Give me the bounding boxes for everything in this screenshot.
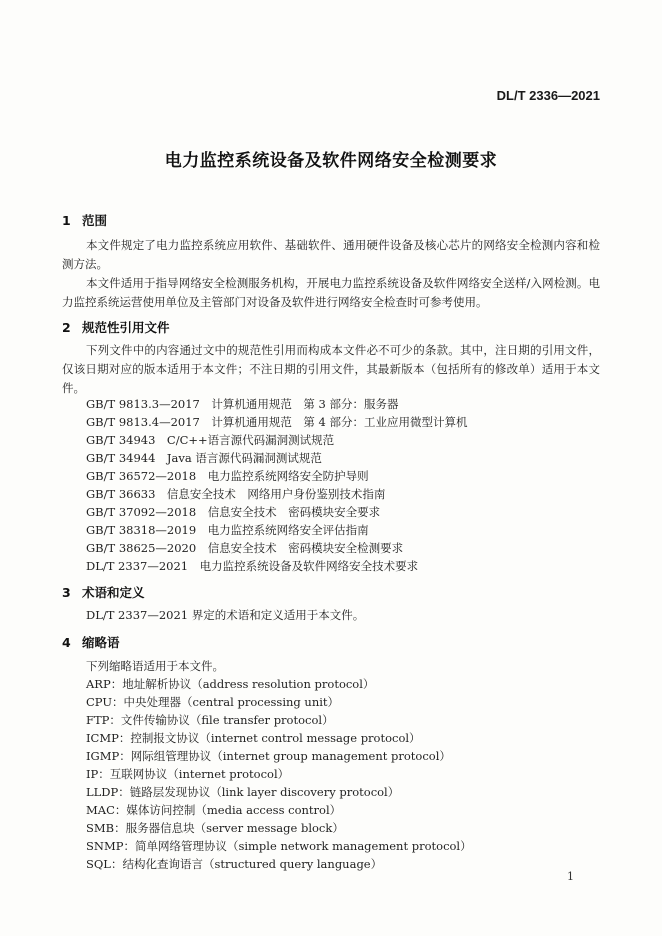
section-3-heading <box>62 583 145 601</box>
abbreviation-item: IP：互联网协议（internet protocol） <box>86 767 290 781</box>
section-title: 术语和定义 <box>82 585 145 600</box>
abbreviation-item: CPU：中央处理器（central processing unit） <box>86 695 340 709</box>
section-title: 缩略语 <box>82 635 120 650</box>
abbreviation-item: SQL：结构化查询语言（structured query language） <box>86 857 383 871</box>
section-title: 范围 <box>82 213 108 228</box>
section-1-heading <box>62 211 107 229</box>
reference-item: DL/T 2337—2021 电力监控系统设备及软件网络安全技术要求 <box>86 559 419 573</box>
abbreviation-item: SMB：服务器信息块（server message block） <box>86 821 344 835</box>
page-number: 1 <box>567 870 574 883</box>
section-2-intro: 下列文件中的内容通过文中的规范性引用而构成本文件必不可少的条款。其中，注日期的引用文件，仅该日期对应的版本适用于本文件；不注日期的引用文件，其最新版本（包括所有的修改单）适用于本文件。 <box>62 343 600 395</box>
document-title: 电力监控系统设备及软件网络安全检测要求 <box>164 151 498 171</box>
reference-item: GB/T 34944 Java 语言源代码漏洞测试规范 <box>86 451 322 465</box>
section-4-intro: 下列缩略语适用于本文件。 <box>86 659 224 673</box>
abbreviation-item: LLDP：链路层发现协议（link layer discovery protocol） <box>86 785 400 799</box>
abbreviation-item: MAC：媒体访问控制（media access control） <box>86 803 342 817</box>
section-1-paragraph-2: 本文件适用于指导网络安全检测服务机构，开展电力监控系统设备及软件网络安全送样/入网检测。电力监控系统运营使用单位及主管部门对设备及软件进行网络安全检查时可参考使用。 <box>62 276 600 309</box>
abbreviation-item: FTP：文件传输协议（file transfer protocol） <box>86 713 334 727</box>
section-2-heading <box>62 318 170 336</box>
standard-code: DL/T 2336—2021 <box>496 88 600 103</box>
abbreviation-item: SNMP：简单网络管理协议（simple network management protocol） <box>86 839 472 853</box>
reference-item: GB/T 9813.4—2017 计算机通用规范 第 4 部分：工业应用微型计算机 <box>86 415 468 429</box>
section-3-text: DL/T 2337—2021 界定的术语和定义适用于本文件。 <box>86 608 365 622</box>
section-number: 4 <box>62 635 71 650</box>
section-number: 1 <box>62 213 71 228</box>
abbreviation-item: ARP：地址解析协议（address resolution protocol） <box>86 677 375 691</box>
reference-item: GB/T 36633 信息安全技术 网络用户身份鉴别技术指南 <box>86 487 386 501</box>
reference-item: GB/T 9813.3—2017 计算机通用规范 第 3 部分：服务器 <box>86 397 399 411</box>
reference-item: GB/T 37092—2018 信息安全技术 密码模块安全要求 <box>86 505 381 519</box>
abbreviation-item: ICMP：控制报文协议（internet control message protocol） <box>86 731 421 745</box>
section-1-paragraph-1: 本文件规定了电力监控系统应用软件、基础软件、通用硬件设备及核心芯片的网络安全检测内容和检测方法。 <box>62 238 600 271</box>
reference-item: GB/T 38318—2019 电力监控系统网络安全评估指南 <box>86 523 369 537</box>
abbreviation-item: IGMP：网际组管理协议（internet group management protocol） <box>86 749 451 763</box>
reference-item: GB/T 36572—2018 电力监控系统网络安全防护导则 <box>86 469 369 483</box>
reference-item: GB/T 34943 C/C++语言源代码漏洞测试规范 <box>86 433 335 447</box>
section-title: 规范性引用文件 <box>82 320 170 335</box>
section-number: 3 <box>62 585 71 600</box>
section-number: 2 <box>62 320 71 335</box>
reference-item: GB/T 38625—2020 信息安全技术 密码模块安全检测要求 <box>86 541 404 555</box>
section-4-heading <box>62 633 120 651</box>
